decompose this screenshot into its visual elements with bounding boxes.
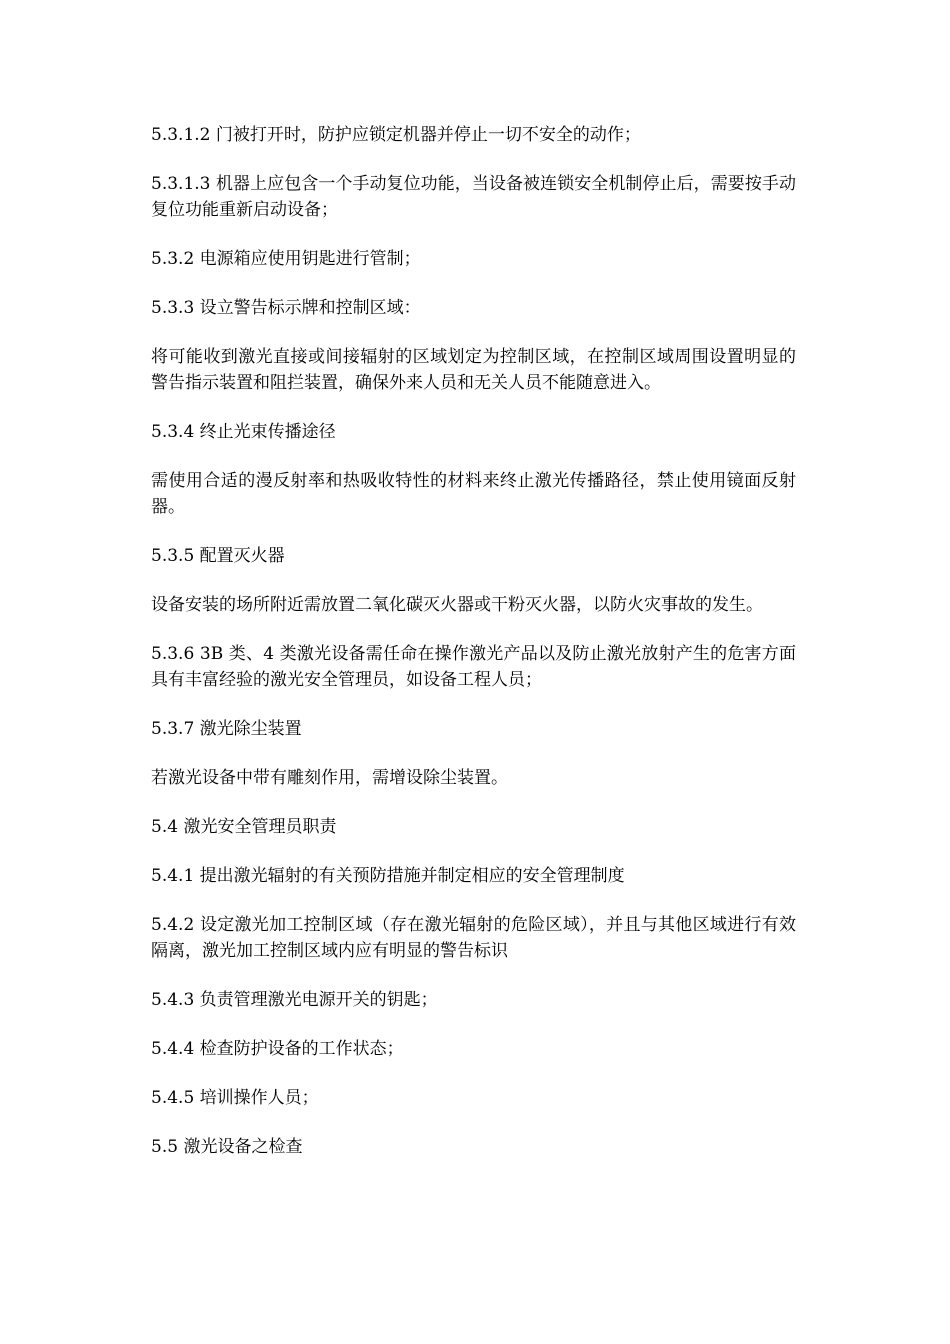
paragraph-5-4-3: 5.4.3 负责管理激光电源开关的钥匙； <box>151 990 438 1010</box>
paragraph-5-4-4: 5.4.4 检查防护设备的工作状态； <box>151 1039 404 1059</box>
paragraph-5-4: 5.4 激光安全管理员职责 <box>151 817 337 837</box>
paragraph-extinguisher: 设备安装的场所附近需放置二氧化碳灭火器或干粉灭火器，以防火灾事故的发生。 <box>151 595 763 615</box>
paragraph-5-3-1-3: 5.3.1.3 机器上应包含一个手动复位功能，当设备被连锁安全机制停止后，需要按手动复位功能重新启动设备； <box>151 174 796 220</box>
paragraph-5-3-6: 5.3.6 3B 类、4 类激光设备需任命在操作激光产品以及防止激光放射产生的危害方面具有丰富经验的激光安全管理员，如设备工程人员； <box>151 644 796 690</box>
paragraph-5-3-4: 5.3.4 终止光束传播途径 <box>151 422 336 442</box>
document-page <box>151 122 796 1183</box>
paragraph-5-5: 5.5 激光设备之检查 <box>151 1137 303 1157</box>
paragraph-5-4-2: 5.4.2 设定激光加工控制区域（存在激光辐射的危险区域），并且与其他区域进行有效隔离，激光加工控制区域内应有明显的警告标识 <box>151 915 796 961</box>
paragraph-5-3-5: 5.3.5 配置灭火器 <box>151 546 285 566</box>
paragraph-dust-removal: 若激光设备中带有雕刻作用，需增设除尘装置。 <box>151 768 508 788</box>
paragraph-beam-termination: 需使用合适的漫反射率和热吸收特性的材料来终止激光传播路径，禁止使用镜面反射器。 <box>151 471 796 517</box>
paragraph-5-3-2: 5.3.2 电源箱应使用钥匙进行管制； <box>151 249 421 269</box>
paragraph-control-area: 将可能收到激光直接或间接辐射的区域划定为控制区域，在控制区域周围设置明显的警告指示装置和阻拦装置，确保外来人员和无关人员不能随意进入。 <box>151 347 796 393</box>
paragraph-5-4-5: 5.4.5 培训操作人员； <box>151 1088 319 1108</box>
paragraph-5-3-7: 5.3.7 激光除尘装置 <box>151 719 302 739</box>
paragraph-5-3-3: 5.3.3 设立警告标示牌和控制区域： <box>151 298 421 318</box>
paragraph-5-4-1: 5.4.1 提出激光辐射的有关预防措施并制定相应的安全管理制度 <box>151 866 625 886</box>
paragraph-5-3-1-2: 5.3.1.2 门被打开时，防护应锁定机器并停止一切不安全的动作； <box>151 125 641 145</box>
